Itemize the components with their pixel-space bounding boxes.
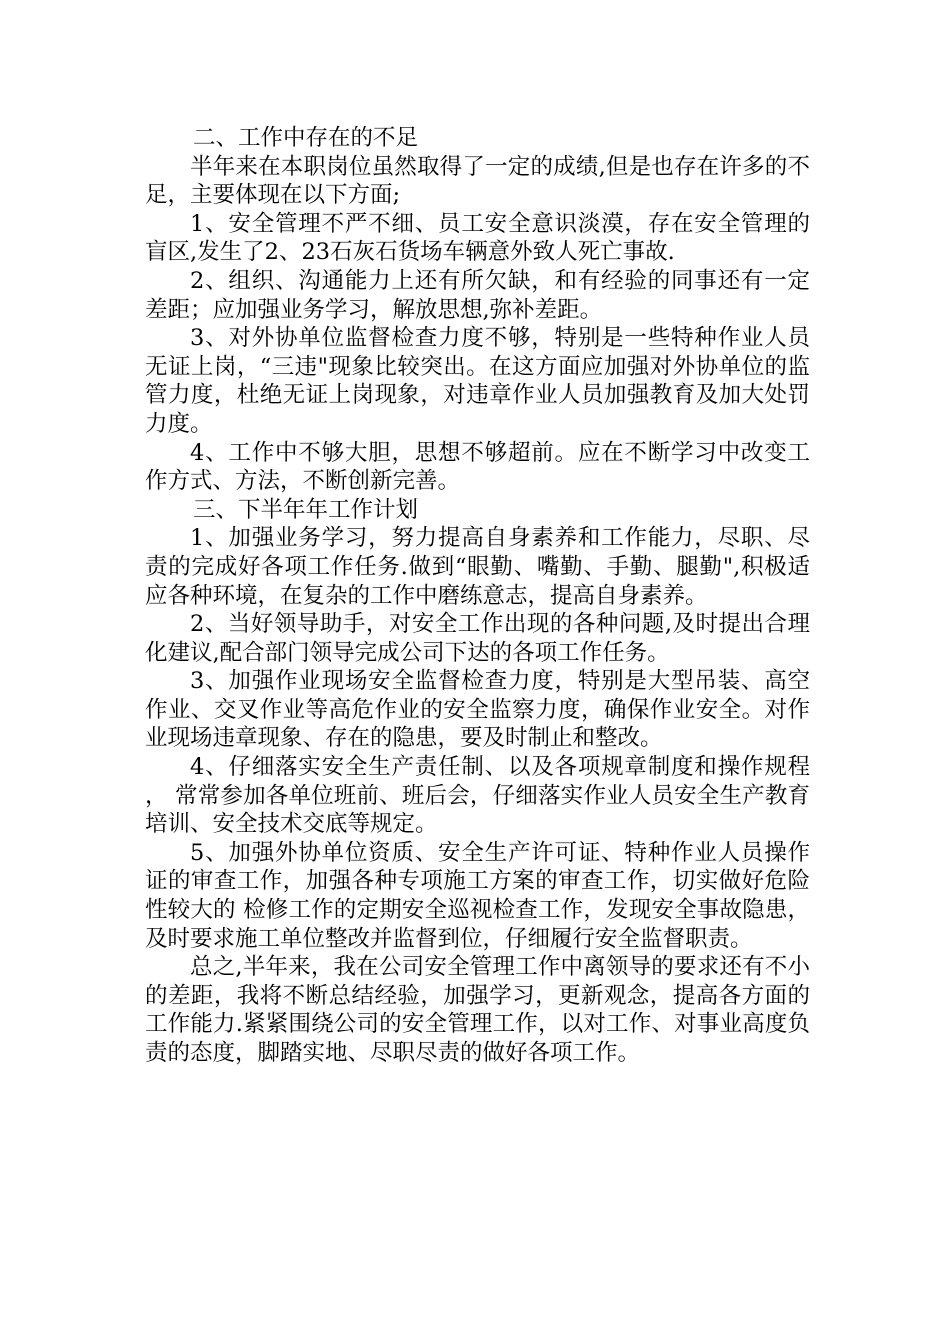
document-body	[145, 124, 810, 1068]
plan-item-3: 3、加强作业现场安全监督检查力度，特别是大型吊装、高空作业、交叉作业等高危作业的安全监察力度，确保作业安全。对作业现场违章现象、存在的隐患，要及时制止和整改。	[145, 668, 810, 752]
conclusion-paragraph: 总之,半年来，我在公司安全管理工作中离领导的要求还有不小的差距，我将不断总结经验，加强学习，更新观念，提高各方面的工作能力.紧紧围绕公司的安全管理工作，以对工作、对事业高度负责的态度，脚踏实地、尽职尽责的做好各项工作。	[145, 954, 810, 1066]
shortcoming-item-4: 4、工作中不够大胆，思想不够超前。应在不断学习中改变工作方式、方法，不断创新完善。	[145, 439, 810, 495]
section-heading-shortcomings: 二、工作中存在的不足	[193, 125, 419, 151]
plan-item-1: 1、加强业务学习，努力提高自身素养和工作能力，尽职、尽责的完成好各项工作任务.做到“眼勤、嘴勤、手勤、腿勤",积极适应各种环境，在复杂的工作中磨练意志，提高自身素养。	[145, 525, 810, 609]
plan-item-4: 4、仔细落实安全生产责任制、以及各项规章制度和操作规程， 常常参加各单位班前、班后会，仔细落实作业人员安全生产教育培训、安全技术交底等规定。	[145, 754, 810, 838]
shortcoming-item-2: 2、组织、沟通能力上还有所欠缺，和有经验的同事还有一定差距；应加强业务学习，解放思想,弥补差距。	[145, 267, 810, 323]
shortcoming-item-3: 3、对外协单位监督检查力度不够，特别是一些特种作业人员无证上岗，“三违"现象比较突出。在这方面应加强对外协单位的监管力度，杜绝无证上岗现象，对违章作业人员加强教育及加大处罚力度。	[145, 325, 810, 437]
plan-item-5: 5、加强外协单位资质、安全生产许可证、特种作业人员操作证的审查工作，加强各种专项施工方案的审查工作，切实做好危险性较大的 检修工作的定期安全巡视检查工作，发现安全事故隐患，及时要求施工单位整改并监督到位，仔细履行安全监督职责。	[145, 839, 810, 952]
plan-item-2: 2、当好领导助手，对安全工作出现的各种问题,及时提出合理化建议,配合部门领导完成公司下达的各项工作任务。	[145, 611, 810, 666]
section-heading-work-plan: 三、下半年年工作计划	[193, 496, 419, 523]
section-intro-paragraph: 半年来在本职岗位虽然取得了一定的成绩,但是也存在许多的不足，主要体现在以下方面;	[145, 153, 810, 209]
shortcoming-item-1: 1、安全管理不严不细、员工安全意识淡漠，存在安全管理的盲区,发生了2、23石灰石货场车辆意外致人死亡事故.	[145, 210, 810, 266]
